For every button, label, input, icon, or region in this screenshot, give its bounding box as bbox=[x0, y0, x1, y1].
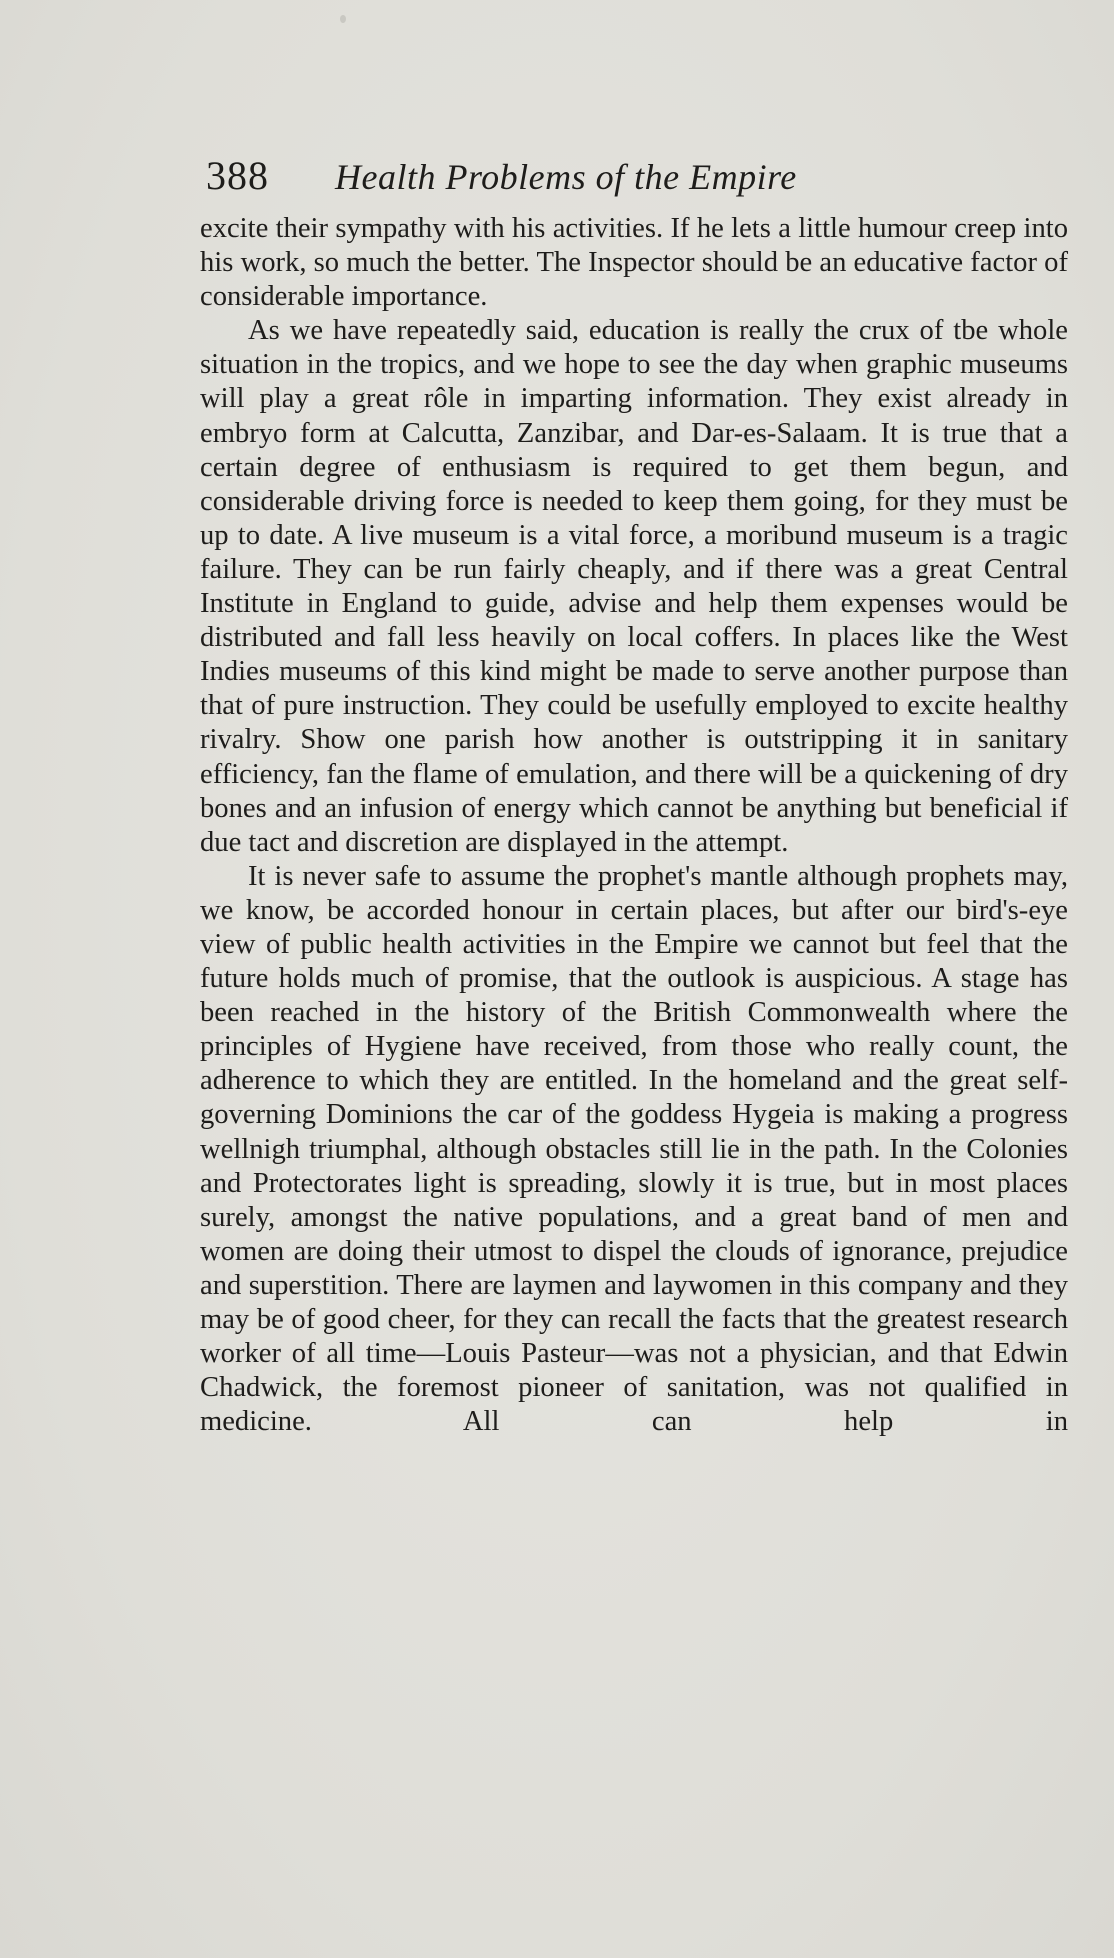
paragraph-continued: excite their sympathy with his activities. If he lets a little humour creep into his work, so much the better. The Inspector should be an educative factor of considerable importance. bbox=[200, 213, 1068, 313]
paragraph-museums: As we have repeatedly said, education is really the crux of tbe whole situation in the tropics, and we hope to see the day when graphic museums will play a great rôle in imparting information. They exist already in embryo form at Calcutta, Zanzibar, and Dar-es-Salaam. It is true that a certain degree of enthusiasm is required to get them begun, and considerable driving force is needed to keep them going, for they must be up to date. A live museum is a vital force, a moribund museum is a tragic failure. They can be run fairly cheaply, and if there was a great Central Institute in England to guide, advise and help them expenses would be distributed and fall less heavily on local coffers. In places like the West Indies museums of this kind might be made to serve another purpose than that of pure instruction. They could be usefully employed to excite healthy rivalry. Show one parish how another is outstripping it in sanitary efficiency, fan the flame of emulation, and there will be a quickening of dry bones and an infusion of energy which cannot be anything but beneficial if due tact and discretion are displayed in the attempt. bbox=[200, 315, 1068, 858]
paper-speck bbox=[340, 15, 346, 23]
running-title: Health Problems of the Empire bbox=[335, 157, 797, 197]
page-number: 388 bbox=[206, 153, 269, 198]
body-text bbox=[200, 212, 1068, 1439]
paragraph-prophet: It is never safe to assume the prophet's mantle although prophets may, we know, be accorded honour in certain places, but after our bird's-eye view of public health activities in the Empire we cannot but feel that the future holds much of promise, that the outlook is auspicious. A stage has been reached in the history of the British Commonwealth where the principles of Hygiene have received, from those who really count, the adherence to which they are entitled. In the homeland and the great self-governing Dominions the car of the goddess Hygeia is making a progress wellnigh triumphal, although obstacles still lie in the path. In the Colonies and Protectorates light is spreading, slowly it is true, but in most places surely, amongst the native populations, and a great band of men and women are doing their utmost to dispel the clouds of ignorance, prejudice and superstition. There are laymen and laywomen in this company and they may be of good cheer, for they can recall the facts that the greatest research worker of all time—Louis Pasteur—was not a physician, and that Edwin Chadwick, the foremost pioneer of sanitation, was not qualified in medicine. All can help in bbox=[200, 860, 1068, 1438]
page-header bbox=[206, 152, 1066, 212]
